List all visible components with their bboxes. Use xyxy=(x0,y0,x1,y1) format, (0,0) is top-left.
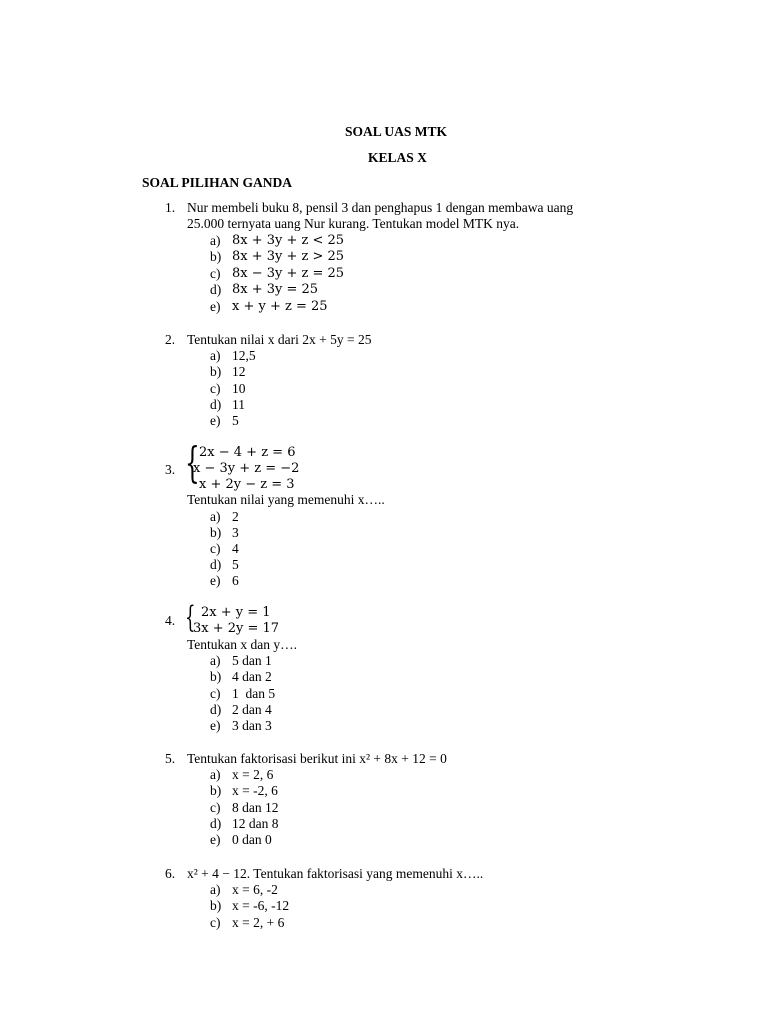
equation-1: 2x − 4 + z = 6 xyxy=(199,445,296,460)
option-letter: c) xyxy=(210,915,221,930)
question-text: Tentukan nilai x dari 2x + 5y = 25 xyxy=(187,332,372,347)
question-text-line-2: 25.000 ternyata uang Nur kurang. Tentukan model MTK nya. xyxy=(187,216,520,231)
equation-2: 3x + 2y = 17 xyxy=(193,621,280,636)
equation-3: x + 2y − z = 3 xyxy=(199,477,295,492)
option-text: x = -6, -12 xyxy=(232,898,290,913)
system-brace: { xyxy=(185,600,196,635)
option-letter: b) xyxy=(210,364,222,379)
option-text: 10 xyxy=(232,381,246,396)
option-text: 0 dan 0 xyxy=(232,832,272,847)
option-text: 1 dan 5 xyxy=(232,686,276,701)
system-brace: { xyxy=(185,438,200,487)
option-text: 5 xyxy=(232,413,239,428)
question-number: 2. xyxy=(165,332,176,347)
option-letter: c) xyxy=(210,266,221,281)
option-text: 2 xyxy=(232,509,239,524)
question-text: x² + 4 − 12. Tentukan faktorisasi yang memenuhi x….. xyxy=(187,866,484,881)
class-label: KELAS X xyxy=(368,150,427,165)
option-text: x = 2, + 6 xyxy=(232,915,285,930)
question-text: Tentukan faktorisasi berikut ini x² + 8x + 12 = 0 xyxy=(187,751,447,766)
option-letter: e) xyxy=(210,573,221,588)
question-text-line-1: Nur membeli buku 8, pensil 3 dan penghapus 1 dengan membawa uang xyxy=(187,200,574,215)
option-letter: a) xyxy=(210,882,221,897)
option-letter: a) xyxy=(210,348,221,363)
option-text: 12 dan 8 xyxy=(232,816,279,831)
option-text: 4 dan 2 xyxy=(232,669,272,684)
option-letter: e) xyxy=(210,718,221,733)
option-letter: c) xyxy=(210,381,221,396)
option-letter: e) xyxy=(210,299,221,314)
option-text: x + y + z = 25 xyxy=(232,299,328,314)
option-text: 5 dan 1 xyxy=(232,653,272,668)
option-text: 3 dan 3 xyxy=(232,718,272,733)
option-letter: d) xyxy=(210,557,222,572)
option-letter: d) xyxy=(210,397,222,412)
option-letter: d) xyxy=(210,816,222,831)
option-text: 4 xyxy=(232,541,239,556)
document-title: SOAL UAS MTK xyxy=(345,124,448,139)
option-text: 6 xyxy=(232,573,239,588)
option-text: 8x + 3y + z < 25 xyxy=(232,233,345,248)
option-text: 3 xyxy=(232,525,239,540)
question-prompt: Tentukan x dan y…. xyxy=(187,637,298,652)
option-text: 12,5 xyxy=(232,348,256,363)
option-letter: a) xyxy=(210,509,221,524)
equation-2: x − 3y + z = −2 xyxy=(193,461,300,476)
question-number: 4. xyxy=(165,613,176,628)
option-text: 11 xyxy=(232,397,245,412)
option-text: 5 xyxy=(232,557,239,572)
option-text: 2 dan 4 xyxy=(232,702,272,717)
option-text: 8 dan 12 xyxy=(232,800,279,815)
option-letter: a) xyxy=(210,233,221,248)
option-text: 8x + 3y = 25 xyxy=(232,282,319,297)
option-letter: d) xyxy=(210,282,222,297)
option-text: x = -2, 6 xyxy=(232,783,278,798)
question-number: 5. xyxy=(165,751,176,766)
option-letter: e) xyxy=(210,413,221,428)
option-letter: b) xyxy=(210,783,222,798)
section-heading: SOAL PILIHAN GANDA xyxy=(142,175,293,190)
question-number: 1. xyxy=(165,200,176,215)
option-letter: a) xyxy=(210,653,221,668)
option-text: 8x − 3y + z = 25 xyxy=(232,266,345,281)
option-letter: d) xyxy=(210,702,222,717)
option-letter: c) xyxy=(210,541,221,556)
option-letter: b) xyxy=(210,669,222,684)
option-letter: b) xyxy=(210,525,222,540)
option-letter: b) xyxy=(210,249,222,264)
option-text: x = 2, 6 xyxy=(232,767,274,782)
question-number: 6. xyxy=(165,866,176,881)
option-text: x = 6, -2 xyxy=(232,882,278,897)
question-number: 3. xyxy=(165,462,176,477)
option-letter: c) xyxy=(210,686,221,701)
option-text: 8x + 3y + z > 25 xyxy=(232,249,345,264)
option-letter: b) xyxy=(210,898,222,913)
option-letter: c) xyxy=(210,800,221,815)
option-letter: e) xyxy=(210,832,221,847)
equation-1: 2x + y = 1 xyxy=(201,605,271,620)
option-text: 12 xyxy=(232,364,246,379)
question-prompt: Tentukan nilai yang memenuhi x….. xyxy=(187,492,385,507)
option-letter: a) xyxy=(210,767,221,782)
